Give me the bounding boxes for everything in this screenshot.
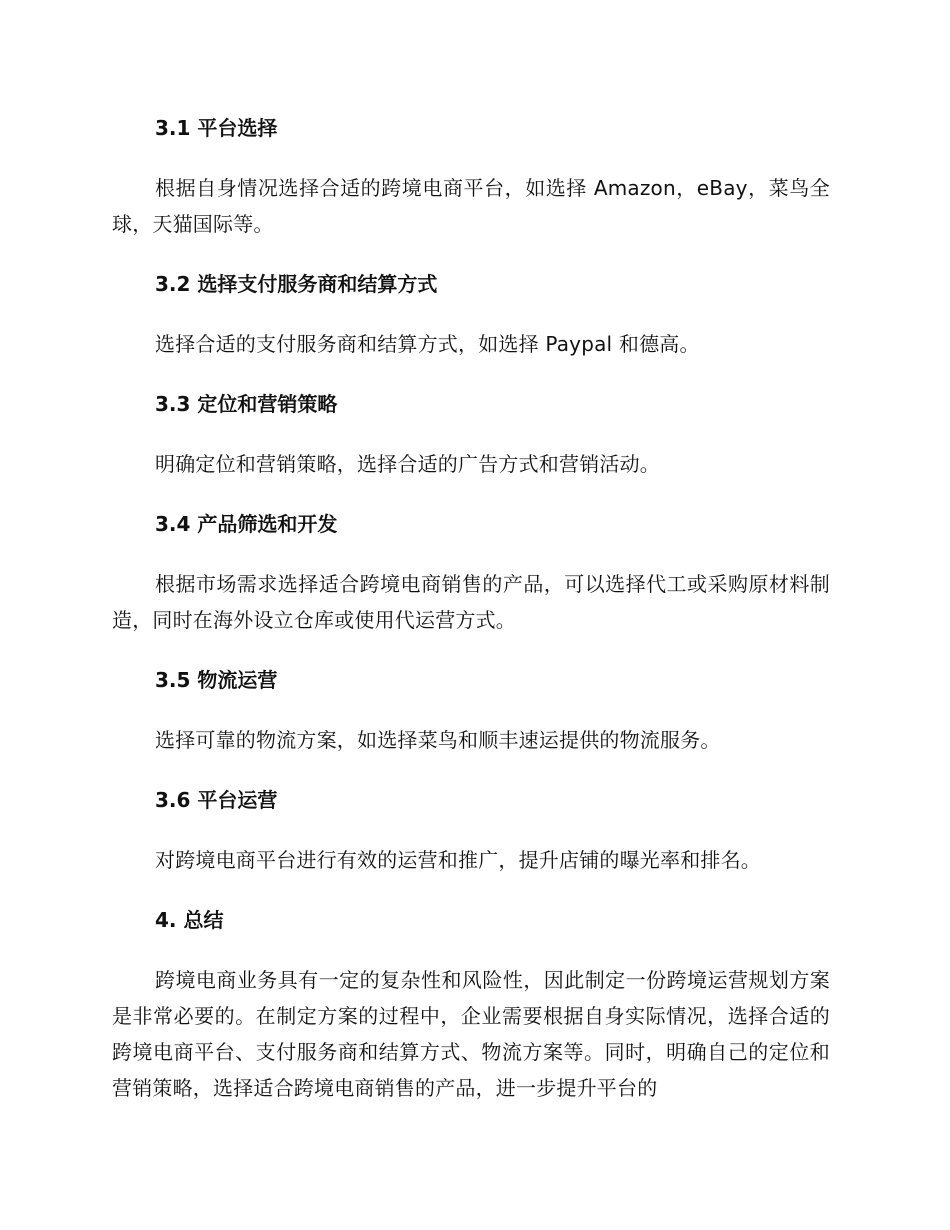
- section-paragraph-4-summary: 跨境电商业务具有一定的复杂性和风险性，因此制定一份跨境运营规划方案是非常必要的。在制定方案的过程中，企业需要根据自身实际情况，选择合适的跨境电商平台、支付服务商和结算方式、物流方案等。同时，明确自己的定位和营销策略，选择适合跨境电商销售的产品，进一步提升平台的: [112, 968, 830, 1100]
- section-paragraph-3-3: 明确定位和营销策略，选择合适的广告方式和营销活动。: [155, 452, 660, 476]
- section-heading-3-1: 3.1 平台选择: [155, 116, 278, 140]
- section-paragraph-3-1: 根据自身情况选择合适的跨境电商平台，如选择 Amazon，eBay，菜鸟全球，天猫国际等。: [112, 176, 830, 236]
- document-body: [112, 110, 830, 1106]
- section-heading-3-2: 3.2 选择支付服务商和结算方式: [155, 272, 438, 296]
- section-paragraph-3-2: 选择合适的支付服务商和结算方式，如选择 Paypal 和德高。: [155, 332, 700, 356]
- section-heading-3-4: 3.4 产品筛选和开发: [155, 512, 338, 536]
- section-heading-4: 4. 总结: [155, 908, 224, 932]
- section-heading-3-3: 3.3 定位和营销策略: [155, 392, 338, 416]
- section-heading-3-5: 3.5 物流运营: [155, 668, 278, 692]
- section-paragraph-3-5: 选择可靠的物流方案，如选择菜鸟和顺丰速运提供的物流服务。: [155, 728, 721, 752]
- section-heading-3-6: 3.6 平台运营: [155, 788, 278, 812]
- section-paragraph-3-4: 根据市场需求选择适合跨境电商销售的产品，可以选择代工或采购原材料制造，同时在海外设立仓库或使用代运营方式。: [112, 572, 830, 632]
- section-paragraph-3-6: 对跨境电商平台进行有效的运营和推广，提升店铺的曝光率和排名。: [155, 848, 761, 872]
